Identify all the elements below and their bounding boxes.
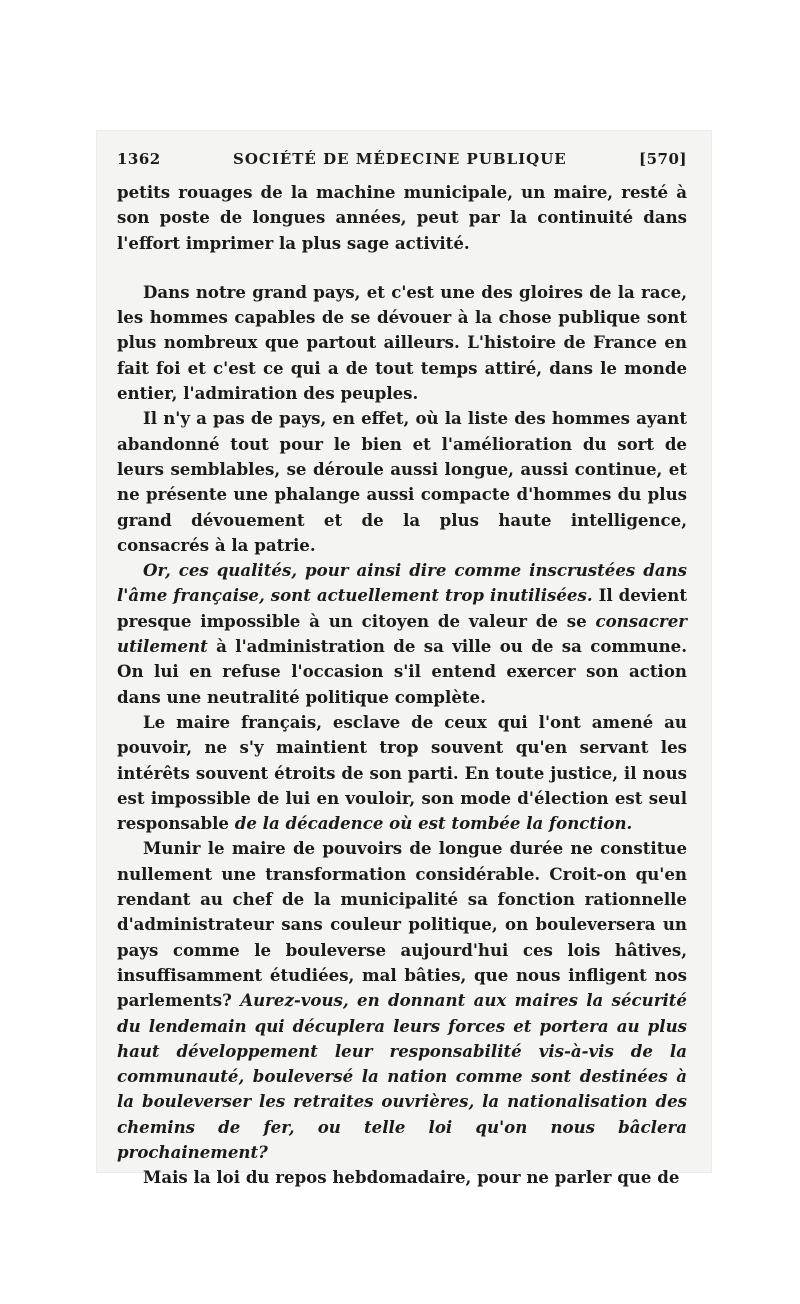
paragraph-7 — [117, 1165, 687, 1190]
italic-segment: de la décadence où est tombée la fonction. — [234, 813, 633, 834]
italic-segment: consacrer utilement — [117, 610, 687, 657]
text-segment: Munir le maire de pouvoirs de longue durée ne constitue nullement une transformation considérable. Croit-on qu'en rendant au chef de la municipalité sa fonction rationnelle d'administrateur sans couleur politique, on bouleversera un pays comme le bouleverse aujourd'hui ces lois hâtives, insuffisamment étudiées, mal bâties, que nous infligent nos parlements? — [117, 838, 687, 1011]
running-title: SOCIÉTÉ DE MÉDECINE PUBLIQUE — [232, 150, 567, 168]
paragraph-2 — [117, 280, 687, 406]
reference-number: [570] — [638, 150, 687, 168]
text-segment: à l'administration de sa ville ou de sa commune. On lui en refuse l'occasion s'il entend exercer son action dans une neutralité politique complète. — [117, 636, 687, 707]
paragraph-6 — [117, 836, 687, 1165]
paragraph-3 — [117, 406, 687, 558]
running-header — [117, 150, 687, 180]
text-segment: Dans notre grand pays, et c'est une des gloires de la race, les hommes capables de se dévouer à la chose publique sont plus nombreux que partout ailleurs. L'histoire de France en fait foi et c'est ce qui a de tout temps attiré, dans le monde entier, l'admiration des peuples. — [117, 281, 687, 404]
italic-segment: Aurez-vous, en donnant aux maires la sécurité du lendemain qui décuplera leurs forces et portera au plus haut développement leur responsabilité vis-à-vis de la communauté, bouleversé la nation comme sont destinées à la bouleverser les retraites ouvrières, la nationalisation des chemins de fer, ou telle loi qu'on nous bâclera prochainement? — [117, 990, 687, 1162]
paragraph-4 — [117, 558, 687, 710]
text-segment: petits rouages de la machine municipale, un maire, resté à son poste de longues années, peut par la continuité dans l'effort imprimer la plus sage activité. — [117, 182, 687, 253]
text-segment: Il devient presque impossible à un citoyen de valeur de se — [117, 585, 688, 631]
text-segment: Il n'y a pas de pays, en effet, où la liste des hommes ayant abandonné tout pour le bien et l'amélioration du sort de leurs semblables, se déroule aussi longue, aussi continue, et ne présente une phalange aussi compacte d'hommes du plus grand dévouement et de la plus haute intelligence, consacrés à la patrie. — [117, 408, 687, 555]
italic-segment: Or, ces qualités, pour ainsi dire comme inscrustées dans l'âme française, sont actuellement trop inutilisées. — [117, 560, 687, 606]
page-content — [117, 150, 687, 1191]
paragraph-1 — [117, 180, 687, 256]
page-number: 1362 — [117, 150, 161, 168]
text-segment: Mais la loi du repos hebdomadaire, pour ne parler que de — [143, 1167, 680, 1188]
text-segment: Le maire français, esclave de ceux qui l'ont amené au pouvoir, ne s'y maintient trop souvent qu'en servant les intérêts souvent étroits de son parti. En toute justice, il nous est impossible de lui en vouloir, son mode d'élection est seul responsable — [117, 711, 687, 834]
paragraph-5 — [117, 710, 687, 836]
